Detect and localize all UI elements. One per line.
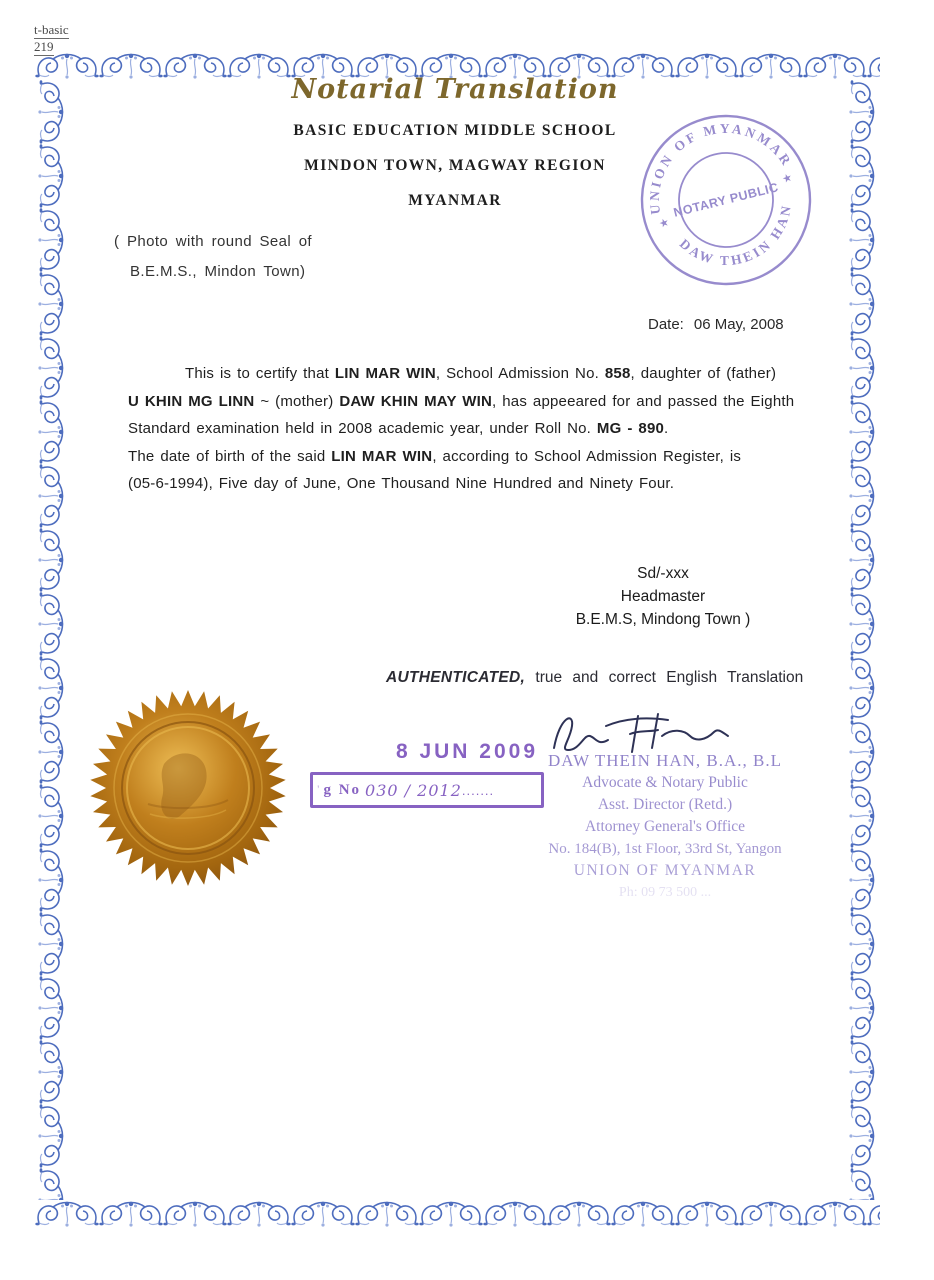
border-scroll-motif [847,1168,877,1200]
border-scroll-motif [36,848,66,912]
signoff-sd: Sd/-xxx [637,565,689,582]
certificate-body [128,360,812,498]
notary-stamp-line: Ph: 09 73 500 ... [618,885,712,900]
border-scroll-motif [847,1040,877,1104]
school-heading [255,122,655,227]
border-scroll-motif [36,592,66,656]
border-scroll-motif [35,1199,99,1229]
border-scroll-motif [847,464,877,528]
stamp-center-text: NOTARY PUBLIC [672,180,780,220]
border-scroll-motif [847,336,877,400]
border-scroll-motif [611,1199,675,1229]
border-scroll-motif [847,784,877,848]
corner-label-line1: t-basic [34,22,69,37]
body-line: This is to certify that LIN MAR WIN, School Admission No. 858, daughter of (father) [185,365,777,382]
stamp-star-left: ★ [657,216,671,231]
document-title: Notarial Translation [291,74,619,105]
border-scroll-motif [847,848,877,912]
border-scroll-motif [36,784,66,848]
authenticated-word: AUTHENTICATED, [386,669,526,686]
gold-notary-seal [86,686,290,890]
border-scroll-motif [803,1199,867,1229]
border-scroll-motif [355,1199,419,1229]
stamp-bottom-text: DAW THEIN HAN [676,202,795,268]
body-line: The date of birth of the said LIN MAR WIN, according to School Admission Register, is [128,447,742,465]
signoff-role: Headmaster [620,588,706,605]
date-line [648,316,784,333]
border-scroll-motif [99,1199,163,1229]
border-left [35,80,67,1200]
border-scroll-motif [803,51,867,81]
notary-stamp-line: DAW THEIN HAN, B.A., B.L [547,751,783,770]
border-scroll-motif [847,592,877,656]
border-scroll-motif [547,1199,611,1229]
body-line: (05-6-1994), Five day of June, One Thousand Nine Hundred and Ninety Four. [128,475,675,492]
school-name: BASIC EDUCATION MIDDLE SCHOOL [293,122,617,139]
border-scroll-motif [847,1104,877,1168]
border-scroll-motif [36,1040,66,1104]
border-scroll-motif [739,1199,803,1229]
border-scroll-motif [99,51,163,81]
border-scroll-motif [36,336,66,400]
border-scroll-motif [36,272,66,336]
border-scroll-motif [739,51,803,81]
reg-value-handwritten: 030 / 2012 [365,780,462,800]
border-scroll-motif [867,1199,880,1229]
border-scroll-motif [847,912,877,976]
notary-stamp-line: Asst. Director (Retd.) [597,796,733,813]
border-scroll-motif [36,400,66,464]
border-scroll-motif [36,208,66,272]
border-scroll-motif [36,720,66,784]
date-label: Date: [648,316,684,333]
reg-dots: ....... [461,782,495,798]
signoff-block [538,562,788,631]
border-scroll-motif [419,1199,483,1229]
notary-stamp-line: Attorney General's Office [584,818,746,835]
border-scroll-motif [36,80,66,144]
photo-note [114,233,312,280]
notary-stamp-line: Advocate & Notary Public [582,774,748,791]
notary-details-stamp [500,750,830,904]
authentication-line [386,669,803,687]
border-bottom [35,1198,880,1230]
reg-clipped-mark: ’ [317,784,320,796]
date-received-stamp: 8 JUN 2009 [395,740,539,763]
stamp-star-right: ★ [780,171,795,187]
border-scroll-motif [36,464,66,528]
notary-round-stamp [626,100,826,300]
border-scroll-motif [36,912,66,976]
border-scroll-motif [847,720,877,784]
border-scroll-motif [36,1104,66,1168]
border-scroll-motif [675,1199,739,1229]
border-scroll-motif [847,976,877,1040]
photo-note-line2: B.E.M.S., Mindon Town) [130,263,306,280]
school-location: MINDON TOWN, MAGWAY REGION [304,157,606,174]
notary-stamp-line: UNION OF MYANMAR [573,862,757,879]
corner-label-line2: 219 [34,39,54,54]
border-scroll-motif [36,144,66,208]
border-scroll-motif [867,51,880,81]
body-line: U KHIN MG LINN ~ (mother) DAW KHIN MAY WIN, has appeeared for and passed the Eighth [128,392,795,410]
authentication-rest: true and correct English Translation [535,669,804,686]
signoff-org: B.E.M.S, Mindong Town ) [575,611,751,628]
border-scroll-motif [847,400,877,464]
border-right [846,80,878,1200]
border-scroll-motif [847,656,877,720]
reg-label: g No [323,781,362,798]
border-scroll-motif [227,1199,291,1229]
page-corner-label [34,22,69,56]
border-scroll-motif [847,80,877,144]
stamp-top-text: UNION OF MYANMAR [646,120,796,216]
border-scroll-motif [36,528,66,592]
border-scroll-motif [675,51,739,81]
border-scroll-motif [483,1199,547,1229]
border-scroll-motif [36,1168,66,1200]
body-line: Standard examination held in 2008 academic year, under Roll No. MG - 890. [128,420,669,437]
date-value: 06 May, 2008 [693,316,784,333]
border-scroll-motif [36,656,66,720]
border-scroll-motif [847,144,877,208]
border-scroll-motif [163,1199,227,1229]
border-scroll-motif [163,51,227,81]
border-scroll-motif [36,976,66,1040]
border-scroll-motif [847,272,877,336]
border-scroll-motif [291,1199,355,1229]
photo-note-line1: ( Photo with round Seal of [114,233,313,250]
border-scroll-motif [847,528,877,592]
school-country: MYANMAR [408,192,502,209]
border-scroll-motif [847,208,877,272]
notary-stamp-line: No. 184(B), 1st Floor, 33rd St, Yangon [548,841,782,857]
